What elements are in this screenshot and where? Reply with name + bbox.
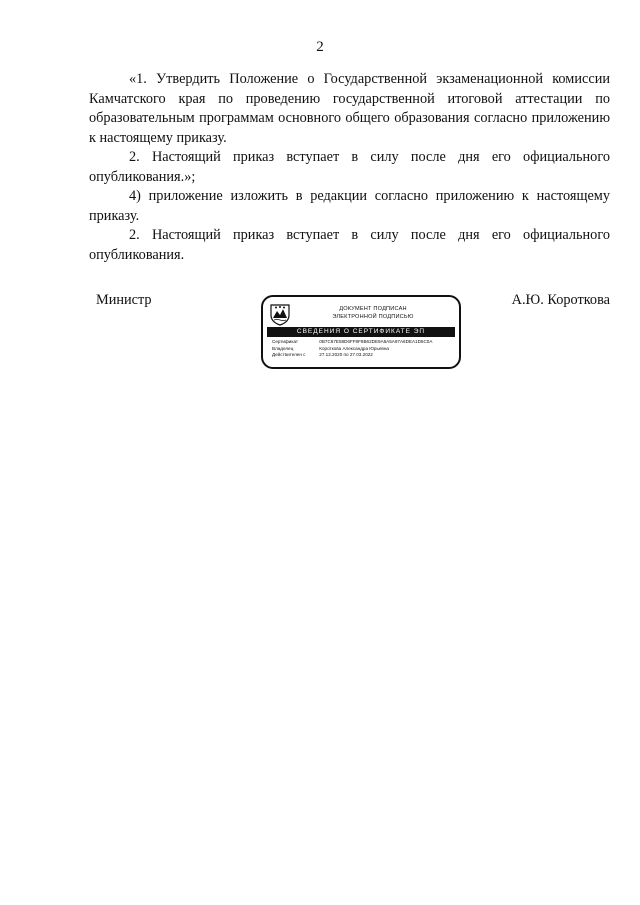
stamp-title-line: ЭЛЕКТРОННОЙ ПОДПИСЬЮ bbox=[332, 314, 414, 320]
stamp-row-value: 27.12.2020 по 27.03.2022 bbox=[319, 352, 373, 357]
stamp-title-line: ДОКУМЕНТ ПОДПИСАН bbox=[339, 306, 407, 312]
paragraph: 2. Настоящий приказ вступает в силу после дня его официального опубликования. bbox=[89, 227, 610, 263]
page-number: 2 bbox=[316, 39, 324, 55]
document-body bbox=[89, 70, 610, 265]
stamp-row bbox=[272, 352, 455, 359]
stamp-row-label: Владелец bbox=[272, 345, 294, 351]
stamp-title bbox=[293, 305, 453, 321]
stamp-row-value: 0B7C67E58D6FF8F8B62DE9A8A5A97A6DEA1D5C0A bbox=[319, 339, 433, 344]
electronic-signature-stamp bbox=[261, 295, 461, 369]
stamp-certificate-band: СВЕДЕНИЯ О СЕРТИФИКАТЕ ЭП bbox=[267, 327, 455, 337]
signer-position: Министр bbox=[96, 292, 152, 308]
paragraph: 4) приложение изложить в редакции согласно приложению к настоящему приказу. bbox=[89, 188, 610, 224]
stamp-certificate-details bbox=[272, 339, 455, 359]
signature-block bbox=[89, 292, 610, 372]
coat-of-arms-icon bbox=[269, 302, 291, 326]
paragraph: «1. Утвердить Положение о Государственной экзаменационной комиссии Камчатского края по проведению государственной итоговой аттестации по образовательным программам основного общего образования согласно приложению к настоящему приказу. bbox=[89, 71, 610, 146]
stamp-row-label: Сертификат bbox=[272, 339, 299, 344]
stamp-row-value: Короткова Александра Юрьевна bbox=[319, 345, 389, 351]
stamp-row-label: Действителен с bbox=[272, 352, 306, 357]
signer-name: А.Ю. Короткова bbox=[511, 292, 610, 308]
paragraph: 2. Настоящий приказ вступает в силу после дня его официального опубликования.»; bbox=[89, 149, 610, 185]
